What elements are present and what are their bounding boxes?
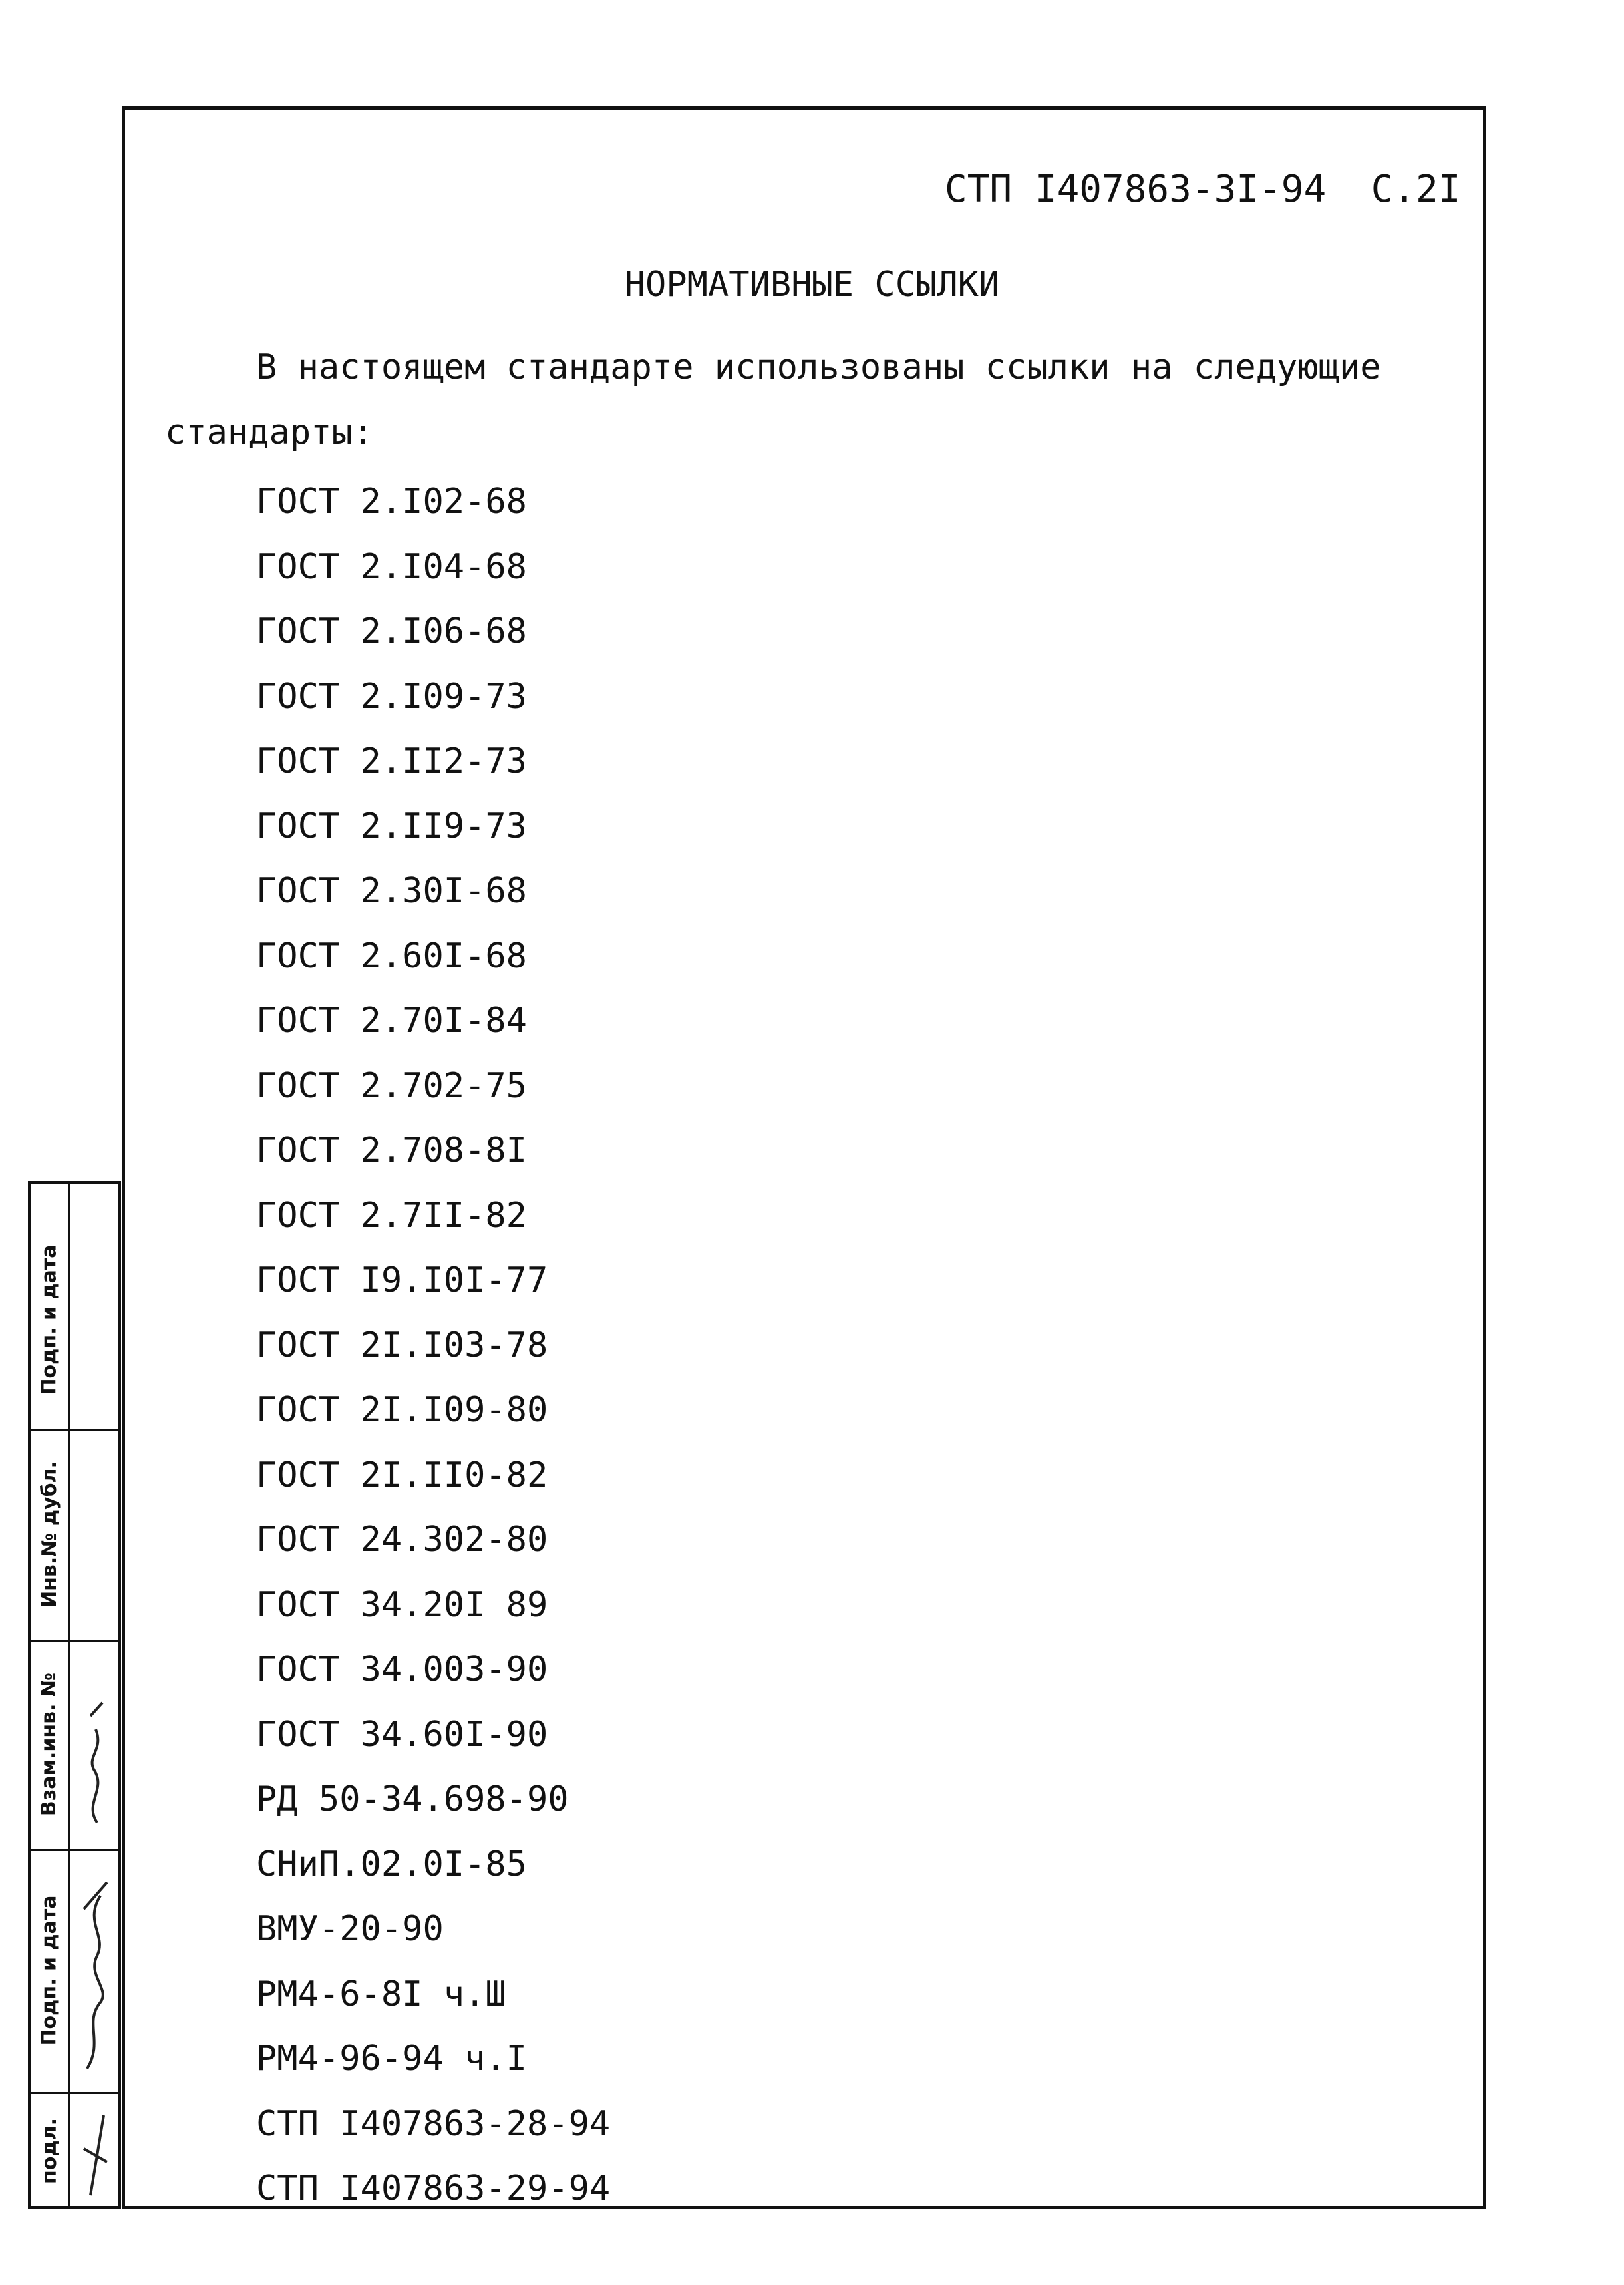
stamp-label-sign-date-2: Подп. и дата bbox=[37, 1895, 61, 2046]
reference-item: ГОСТ 34.60I-90 bbox=[256, 1714, 548, 1755]
reference-item: ГОСТ 34.003-90 bbox=[256, 1650, 548, 1689]
reference-item: РМ4-6-8I ч.Ш bbox=[256, 1974, 506, 2014]
reference-item: ГОСТ 2.I02-68 bbox=[256, 482, 527, 522]
reference-item: ГОСТ 2.60I-68 bbox=[256, 936, 527, 976]
reference-item: ГОСТ 2I.II0-82 bbox=[256, 1455, 548, 1495]
page-header bbox=[945, 168, 1460, 211]
reference-item: ГОСТ I9.I0I-77 bbox=[256, 1260, 548, 1300]
reference-item: ГОСТ 2.702-75 bbox=[256, 1065, 527, 1106]
stamp-label-sign-date: Подп. и дата bbox=[37, 1244, 61, 1395]
reference-item: ГОСТ 2.30I-68 bbox=[256, 871, 527, 911]
reference-item: ГОСТ 2.II9-73 bbox=[256, 806, 527, 846]
reference-item: РМ4-96-94 ч.I bbox=[256, 2039, 527, 2079]
reference-list bbox=[256, 470, 610, 2222]
margin-stamp bbox=[28, 1181, 121, 2209]
reference-item: ГОСТ 2.708-8I bbox=[256, 1131, 527, 1170]
intro-line-1: В настоящем стандарте использованы ссылки на следующие bbox=[256, 347, 1381, 387]
stamp-label-original: подл. bbox=[37, 2117, 61, 2184]
reference-item: ГОСТ 2.I04-68 bbox=[256, 546, 527, 587]
handwritten-signature bbox=[71, 2102, 121, 2202]
handwritten-signature bbox=[71, 1869, 121, 2082]
intro-line-2: стандарты: bbox=[165, 413, 374, 452]
reference-item: ГОСТ 2.II2-73 bbox=[256, 741, 527, 781]
reference-item: ГОСТ 34.20I 89 bbox=[256, 1584, 548, 1625]
reference-item: ГОСТ 2.I06-68 bbox=[256, 612, 527, 651]
reference-item: СТП I407863-28-94 bbox=[256, 2103, 611, 2144]
reference-item: ГОСТ 2.70I-84 bbox=[256, 1001, 527, 1041]
reference-item: ГОСТ 2I.I03-78 bbox=[256, 1325, 548, 1365]
reference-item: ВМУ-20-90 bbox=[256, 1909, 444, 1949]
reference-item: ГОСТ 2I.I09-80 bbox=[256, 1390, 548, 1430]
reference-item: СТП I407863-29-94 bbox=[256, 2169, 611, 2208]
reference-item: РД 50-34.698-90 bbox=[256, 1779, 569, 1819]
reference-item: ГОСТ 2.7II-82 bbox=[256, 1195, 527, 1236]
reference-item: ГОСТ 24.302-80 bbox=[256, 1520, 548, 1560]
section-title: НОРМАТИВНЫЕ ССЫЛКИ bbox=[624, 265, 1000, 305]
page-number: С.2I bbox=[1371, 168, 1461, 211]
handwritten-signature bbox=[71, 1689, 121, 1829]
reference-item: СНиП.02.0I-85 bbox=[256, 1844, 527, 1884]
document-code: СТП I407863-3I-94 bbox=[945, 168, 1327, 211]
stamp-divider bbox=[68, 1184, 70, 2206]
stamp-label-replace-inv: Взам.инв. № bbox=[37, 1672, 61, 1817]
reference-item: ГОСТ 2.I09-73 bbox=[256, 676, 527, 717]
stamp-label-dup-inv: Инв.№ дубл. bbox=[37, 1461, 61, 1608]
